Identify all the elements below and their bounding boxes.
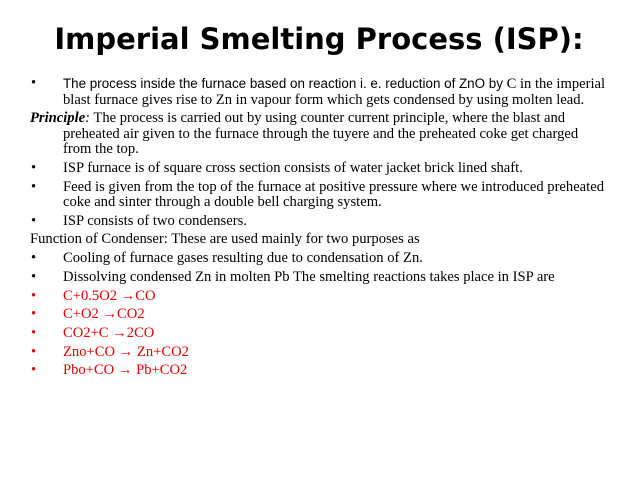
bullet-icon: • (31, 75, 37, 91)
slide-body (30, 76, 610, 382)
principle-colon: : (85, 110, 91, 127)
bullet-item-cooling (30, 251, 610, 267)
bullet-item-dissolving (30, 270, 610, 286)
bullet-item-feed (30, 180, 610, 211)
bullet-icon: • (31, 362, 37, 379)
bullet-item-process (30, 76, 610, 108)
bullet-icon: • (31, 287, 37, 304)
bullet-icon: • (31, 324, 37, 341)
bullet-text: Feed is given from the top of the furnace at positive pressure where we introduced preheated coke and sinter through a double bell charging system. (63, 178, 604, 211)
principle-paragraph (30, 111, 610, 158)
principle-text: The process is carried out by using counter current principle, where the blast and preheated air given to the furnace through the tuyere and the preheated coke get charged from the top. (63, 110, 579, 158)
bullet-icon: • (31, 212, 37, 229)
principle-label: Principle (30, 110, 86, 127)
bullet-text: ISP consists of two condensers. (63, 212, 247, 229)
reaction-item (30, 326, 610, 342)
bullet-icon: • (31, 178, 37, 195)
reaction-item (30, 289, 610, 305)
bullet-text: Cooling of furnace gases resulting due to condensation of Zn. (63, 250, 423, 267)
reaction-item (30, 363, 610, 379)
bullet-text: Dissolving condensed Zn in molten Pb The smelting reactions takes place in ISP are (63, 268, 555, 285)
bullet-icon: • (31, 250, 37, 267)
reaction-text: C+0.5O2 →CO (63, 287, 156, 304)
bullet-text-sans: The process inside the furnace based on reaction i. e. reduction of ZnO by (63, 76, 503, 91)
reaction-text: Pbo+CO → Pb+CO2 (63, 362, 188, 379)
bullet-icon: • (31, 268, 37, 285)
bullet-item-condensers (30, 214, 610, 230)
bullet-text: C in the imperial blast furnace gives rise to Zn in vapour form which gets condensed by using molten lead. (63, 76, 606, 108)
bullet-icon: • (31, 343, 37, 360)
slide-title: Imperial Smelting Process (ISP): (54, 22, 584, 56)
condenser-function-heading: Function of Condenser: These are used mainly for two purposes as (30, 231, 420, 248)
reaction-text: CO2+C →2CO (63, 324, 155, 341)
bullet-icon: • (31, 159, 37, 176)
reaction-item (30, 345, 610, 361)
reaction-text: Zno+CO → Zn+CO2 (63, 343, 189, 360)
bullet-icon: • (31, 306, 37, 323)
reaction-item (30, 307, 610, 323)
bullet-item-furnace (30, 161, 610, 177)
reaction-text: C+O2 →CO2 (63, 306, 145, 323)
bullet-text: ISP furnace is of square cross section consists of water jacket brick lined shaft. (63, 159, 523, 176)
